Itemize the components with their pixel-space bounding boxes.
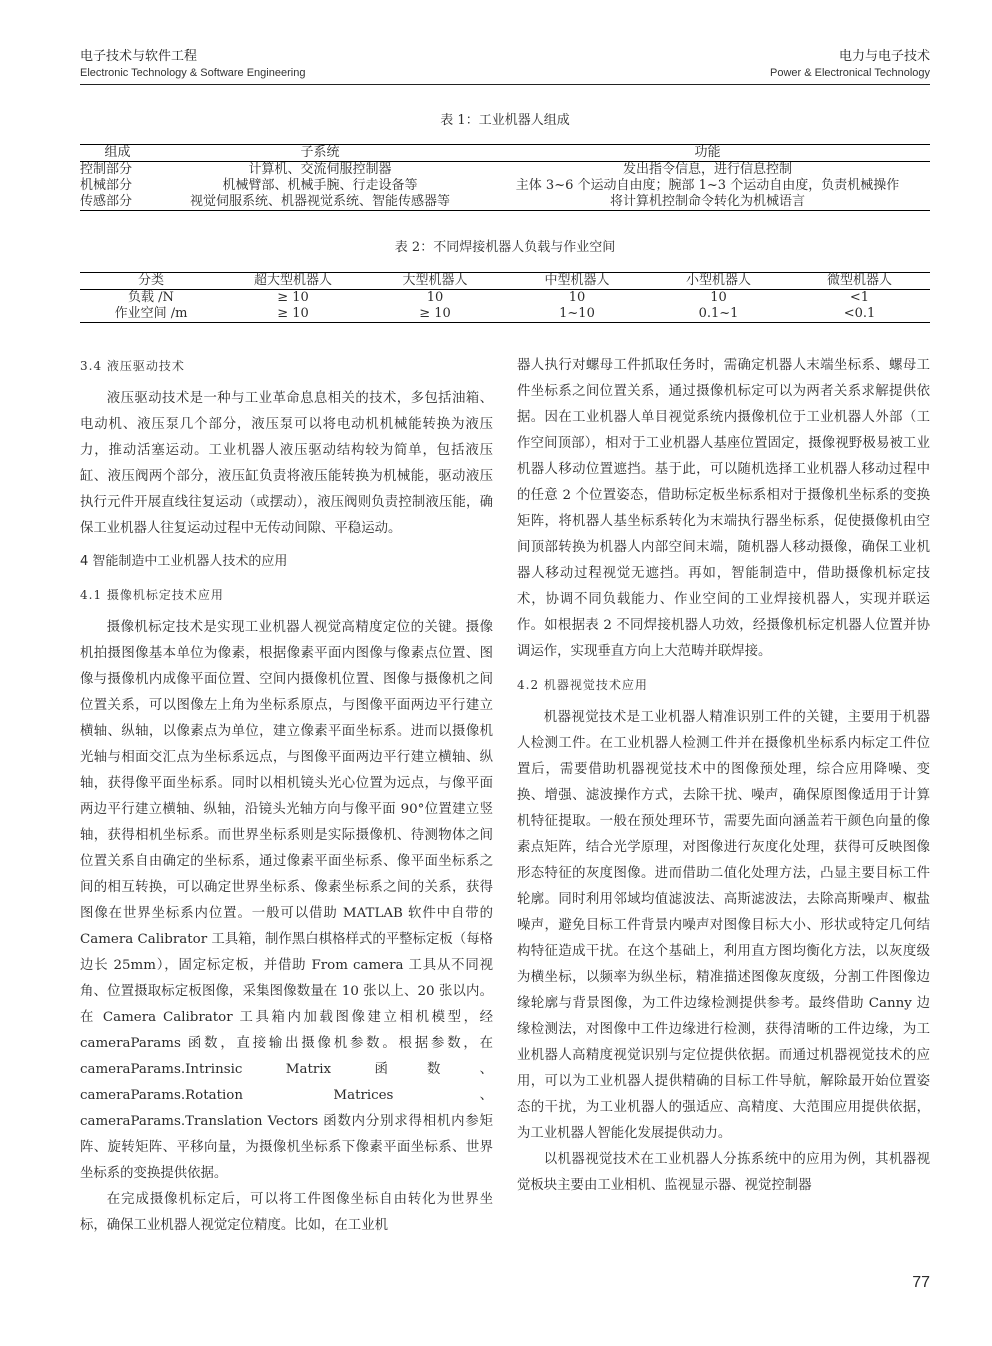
journal-title-en: Electronic Technology & Software Engineering — [80, 67, 306, 79]
table1-cell: 控制部分 — [80, 162, 133, 177]
table2-header-cell: 分类 — [80, 273, 222, 290]
section-heading-4: 4 智能制造中工业机器人技术的应用 — [80, 554, 288, 569]
table2-header-cell: 大型机器人 — [364, 273, 506, 290]
table2-cell: 1~10 — [559, 306, 595, 321]
table2-row — [80, 290, 930, 307]
table1-cell: 发出指令信息，进行信息控制 — [622, 162, 792, 177]
paragraph-camera-calibration: 摄像机标定技术是实现工业机器人视觉高精度定位的关键。摄像机拍摄图像基本单位为像素，根据像素平面内图像与像素点位置、图像与摄像机内成像平面位置、空间内摄像机位置、图像与摄像机之间位置关系，可以图像左上角为坐标系原点，与图像平面两边平行建立横轴、纵轴，以像素点为单位，建立像素平面坐标系。进而以摄像机光轴与相面交汇点为坐标系远点，与图像平面两边平行建立横轴、纵轴，获得像平面坐标系。同时以相机镜头光心位置为远点，与像平面两边平行建立横轴、纵轴，沿镜头光轴方向与像平面 90°位置建立竖轴，获得相机坐标系。而世界坐标系则是实际摄像机、待测物体之间位置关系自由确定的坐标系，通过像素平面坐标系、像平面坐标系之间的相互转换，可以确定世界坐标系、像素坐标系之间的关系，获得图像在世界坐标系内位置。一般可以借助 MATLAB 软件中自带的 Camera Calibrator 工具箱，制作黑白棋格样式的平整标定板（每格边长 25mm），固定标定板，并借助 From camera 工具从不同视角、位置摄取标定板图像，采集图像数量在 10 张以上、20 张以内。在 Camera Calibrator 工具箱内加载图像建立相机模型，经 cameraParams 函数，直接输出摄像机参数。根据参数，在 cameraParams.Intrinsic Matrix 函数、cameraParams.Rotation Matrices、cameraParams.Translation Vectors 函数内分别求得相机内参矩阵、旋转矩阵、平移向量，为摄像机坐标系下像素平面坐标系、世界坐标系的变换提供依据。 — [80, 620, 493, 1181]
header-divider — [80, 84, 930, 85]
table2-cell: <1 — [849, 290, 870, 305]
table1-header-cell: 组成 — [80, 145, 155, 162]
table2-row — [80, 306, 930, 323]
paragraph-machine-vision: 机器视觉技术是工业机器人精准识别工件的关键，主要用于机器人检测工件。在工业机器人检测工件并在摄像机坐标系内标定工件位置后，需要借助机器视觉技术中的图像预处理，综合应用降噪、变换、增强、滤波操作方式，去除干扰、噪声，确保原图像适用于计算机特征提取。一般在预处理环节，需要先面向涵盖若干颜色向量的像素点矩阵，结合光学原理，对图像进行灰度化处理，获得可反映图像形态特征的灰度图像。进而借助二值化处理方法，凸显主要目标工件轮廓。同时利用邻域均值滤波法、高斯滤波法，去除高斯噪声、椒盐噪声，避免目标工件背景内噪声对图像目标大小、形状或特定几何结构特征造成干扰。在这个基础上，利用直方图均衡化方法，以灰度级为横坐标，以频率为纵坐标，精准描述图像灰度级，分割工件图像边缘轮廓与背景图像，为工件边缘检测提供参考。最终借助 Canny 边缘检测法，对图像中工件边缘进行检测，获得清晰的工件边缘，为工业机器人高精度视觉识别与定位提供依据。而通过机器视觉技术的应用，可以为工业机器人提供精确的目标工件导航，解除最开始位置姿态的干扰，为工业机器人的强适应、高精度、大范围应用提供依据，为工业机器人智能化发展提供动力。 — [517, 710, 930, 1141]
table2-cell: ≥ 10 — [419, 306, 451, 321]
left-column — [80, 353, 493, 1239]
table2-cell: 10 — [568, 290, 586, 305]
table2-cell: ≥ 10 — [277, 306, 309, 321]
table1-cell: 将计算机控制命令转化为机械语言 — [609, 194, 805, 209]
table2-cell: 作业空间 /m — [114, 306, 188, 321]
table2-header-cell: 超大型机器人 — [222, 273, 364, 290]
table1-header-cell: 功能 — [485, 145, 930, 162]
table2-header-cell: 中型机器人 — [506, 273, 648, 290]
subsection-heading-4-1: 4.1 摄像机标定技术应用 — [80, 588, 224, 602]
table1 — [80, 144, 930, 211]
section-title-en: Power & Electronical Technology — [770, 67, 930, 79]
table1-row — [80, 178, 930, 194]
table1-cell: 机械部分 — [80, 178, 133, 193]
table2-header-row — [80, 273, 930, 290]
page-number: 77 — [912, 1274, 930, 1291]
paragraph-sorting-system: 以机器视觉技术在工业机器人分拣系统中的应用为例，其机器视觉板块主要由工业相机、监视显示器、视觉控制器 — [517, 1152, 930, 1193]
table2-header-cell: 微型机器人 — [789, 273, 930, 290]
table1-cell: 主体 3~6 个运动自由度；腕部 1~3 个运动自由度，负责机械操作 — [515, 178, 900, 193]
table1-header-row — [80, 145, 930, 162]
table1-cell: 机械臂部、机械手腕、行走设备等 — [222, 178, 418, 193]
table2-cell: 10 — [710, 290, 727, 305]
table1-header-cell: 子系统 — [155, 145, 485, 162]
table1-row — [80, 194, 930, 211]
table1-cell: 视觉伺服系统、机器视觉系统、智能传感器等 — [189, 194, 450, 209]
table1-cell: 传感部分 — [80, 194, 133, 209]
journal-header-left — [80, 48, 305, 81]
subsection-heading-4-2: 4.2 机器视觉技术应用 — [517, 678, 648, 692]
table2-caption: 表 2：不同焊接机器人负载与作业空间 — [394, 240, 616, 255]
table2-cell: 10 — [426, 290, 444, 305]
section-header-right — [770, 48, 930, 81]
journal-title-cn: 电子技术与软件工程 — [80, 49, 198, 64]
table1-cell: 计算机、交流伺服控制器 — [248, 162, 392, 177]
table1-row — [80, 162, 930, 179]
table2-cell: ≥ 10 — [277, 290, 309, 305]
table2-cell: 0.1~1 — [698, 306, 739, 321]
paragraph-calibration-result: 在完成摄像机标定后，可以将工件图像坐标自由转化为世界坐标，确保工业机器人视觉定位精度。比如，在工业机 — [80, 1192, 493, 1233]
table2-cell: <0.1 — [843, 306, 876, 321]
table2-cell: 负载 /N — [128, 290, 174, 305]
table1-caption: 表 1：工业机器人组成 — [440, 113, 570, 128]
subsection-heading-3-4: 3.4 液压驱动技术 — [80, 359, 185, 373]
section-title-cn: 电力与电子技术 — [838, 49, 930, 64]
table2 — [80, 272, 930, 323]
table2-header-cell: 小型机器人 — [648, 273, 789, 290]
right-column — [517, 353, 930, 1199]
paragraph-continued: 器人执行对螺母工件抓取任务时，需确定机器人末端坐标系、螺母工件坐标系之间位置关系，通过摄像机标定可以为两者关系求解提供依据。因在工业机器人单目视觉系统内摄像机位于工业机器人外部（工作空间顶部），相对于工业机器人基座位置固定，摄像视野极易被工业机器人移动位置遮挡。基于此，可以随机选择工业机器人移动过程中的任意 2 个位置姿态，借助标定板坐标系相对于摄像机坐标系的变换矩阵，将机器人基坐标系转化为末端执行器坐标系，促使摄像机由空间顶部转换为机器人内部空间末端，随机器人移动摄像，确保工业机器人移动过程视觉无遮挡。再如，智能制造中，借助摄像机标定技术，协调不同负载能力、作业空间的工业焊接机器人，实现并联运作。如根据表 2 不同焊接机器人功效，经摄像机标定机器人位置并协调运作，实现垂直方向上大范畴并联焊接。 — [517, 358, 930, 659]
paragraph-hydraulic-drive: 液压驱动技术是一种与工业革命息息相关的技术，多包括油箱、电动机、液压泵几个部分，液压泵可以将电动机机械能转换为液压力，推动活塞运动。工业机器人液压驱动结构较为简单，包括液压缸、液压阀两个部分，液压缸负责将液压能转换为机械能，驱动液压执行元件开展直线往复运动（或摆动），液压阀则负责控制液压能，确保工业机器人往复运动过程中无传动间隙、平稳运动。 — [80, 391, 493, 536]
